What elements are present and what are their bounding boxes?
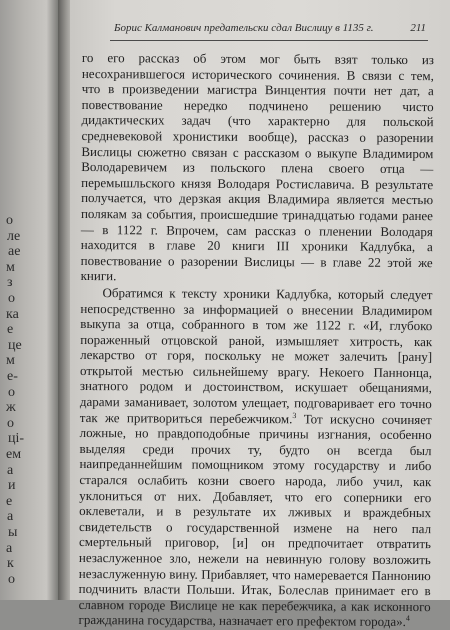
footnote-ref-4: 4 bbox=[405, 614, 410, 624]
paragraph-2 bbox=[78, 285, 432, 630]
prev-page-fragment: о bbox=[8, 384, 15, 400]
prev-page-fragment: к bbox=[7, 556, 14, 572]
prev-page-fragment: е bbox=[7, 322, 14, 338]
prev-page-fragment: о bbox=[8, 571, 15, 587]
paragraph-2-continuation: Тот искусно сочиняет ложные, но правдоподобные причины изгнания, особенно выделяя среди прочих ту, будто он всегда был наипреданнейшим помощником этому государству и либо старался ослабить козни своего народа, либо учил, как уклониться от них. Добавляет, что его соперники его оклеветали, и в результате их лживых и враждебных свидетельств о государственной измене на него пал смертельный приговор, [и] он предпочитает отвратить незаслуженное зло, нежели на невинную голову возложить незаслуженную вину. Прибавляет, что намеревается Паннонию подчинить власти Польши. Итак, Болеслав принимает его в славном городе Вислице не как перебежчика, а как исконного гражданина государства, назначает его префектом города». bbox=[78, 410, 432, 630]
paragraph-2-text: Обратимся к тексту хроники Кадлубка, который следует непосредственно за информацией о внесении Владимиром выкупа за отца, собранного в том же 1122 г. «И, глубоко пораженный отцовской раной, измышляет хитрость, как лекарство от горя, поскольку не может залечить [рану] открытой местью сильнейшему врагу. Некоего Паннонца, знатного родом и достоинством, искушает обещаниями, дарами заманивает, золотом улещает, подговаривает его точно так же притвориться перебежчиком. bbox=[79, 285, 433, 426]
prev-page-fragment: о bbox=[7, 415, 14, 431]
prev-page-fragment: ка bbox=[6, 306, 19, 322]
prev-page-fragment: а bbox=[7, 509, 14, 525]
prev-page-fragment: ем bbox=[6, 447, 22, 462]
prev-page-fragment: о bbox=[8, 291, 15, 306]
footnote-ref-3: 3 bbox=[292, 410, 297, 420]
prev-page-fragment: м bbox=[6, 259, 15, 275]
running-title: Борис Калманович предательски сдал Вислицу в 1135 г. bbox=[114, 22, 374, 34]
prev-page-fragment: це bbox=[8, 337, 22, 353]
prev-page-fragment: е- bbox=[7, 369, 18, 384]
book-page bbox=[70, 0, 450, 630]
prev-page-fragment: з bbox=[7, 275, 13, 291]
header-rule bbox=[110, 40, 428, 41]
paragraph-1: го его рассказ об этом мог быть взят только из несохранившегося исторического сочинения. В связи с тем, что в произведении магистра Винцентия почти нет дат, а повествование нередко подчинено решению чисто дидактических задач (что характерно для польской средневековой хронистики вообще), рассказ о разорении Вислицы сюжетно связан с рассказом о выкупе Владимиром Володаревичем из польского плена своего отца — перемышльского князя Володаря Ростиславича. В результате получается, что дерзкая акция Владимира является местью полякам за события, происшедшие тринадцатью годами ранее — в 1122 г. Впрочем, сам рассказ о пленении Володаря находится в главе 20 книги III хроники Кадлубка, а повествование о разорении Вислицы — в главе 22 этой же книги. bbox=[80, 50, 434, 284]
prev-page-fragment: ы bbox=[8, 525, 18, 540]
prev-page-fragment: м bbox=[6, 353, 15, 369]
prev-page-fragment: ці- bbox=[8, 431, 25, 447]
body-text bbox=[78, 50, 434, 630]
prev-page-fragment: о bbox=[6, 213, 13, 228]
page-number: 211 bbox=[410, 22, 426, 34]
prev-page-fragment: ае bbox=[8, 244, 21, 260]
prev-page-fragment: и bbox=[8, 478, 16, 494]
previous-page-edge bbox=[0, 0, 58, 600]
prev-page-fragment: е bbox=[6, 493, 13, 509]
running-header bbox=[114, 18, 426, 38]
prev-page-fragment: ж bbox=[6, 400, 16, 416]
prev-page-fragment: а bbox=[6, 540, 13, 556]
prev-page-fragment: а bbox=[7, 462, 14, 478]
prev-page-fragment: ле bbox=[7, 228, 21, 244]
